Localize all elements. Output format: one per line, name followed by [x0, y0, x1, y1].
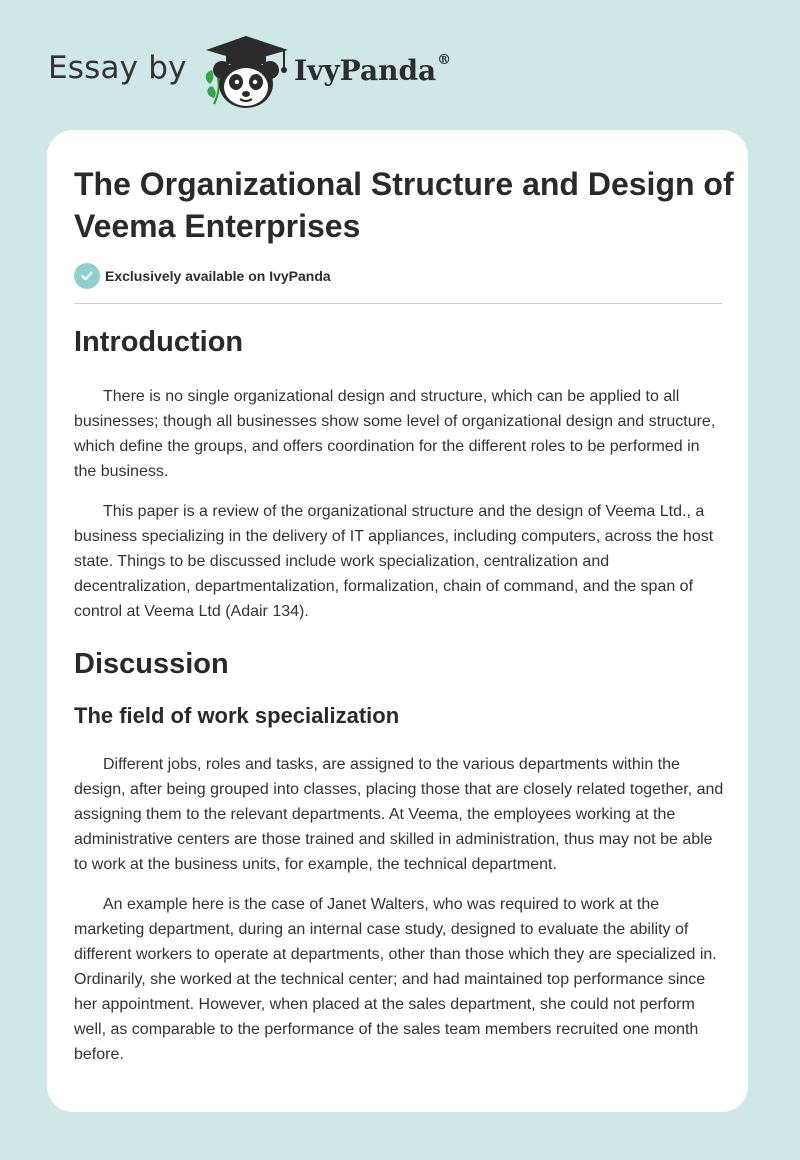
- brand-name[interactable]: [294, 54, 451, 87]
- article-body: [74, 322, 724, 1067]
- header-divider: [74, 303, 722, 304]
- article-title: The Organizational Structure and Design of Veema Enterprises: [74, 166, 734, 244]
- check-circle-icon: [74, 263, 100, 289]
- panda-graduate-logo[interactable]: [200, 32, 292, 112]
- paragraph: This paper is a review of the organizational structure and the design of Veema Ltd., a business specializing in the delivery of IT appliances, including computers, across the host state. Things to be discussed include work specialization, centralization and decentralization, departmentalization, formalization, chain of command, and the span of control at Veema Ltd (Adair 134).: [74, 503, 714, 620]
- site-header: [0, 0, 800, 130]
- brand-text: IvyPanda: [294, 54, 437, 87]
- paragraph: Different jobs, roles and tasks, are assigned to the various departments within the design, after being grouped into classes, placing those that are closely related together, and assigning them to the relevant departments. At Veema, the employees working at the administrative centers are those trained and skilled in administration, thus may not be able to work at the business units, for example, the technical department.: [74, 756, 724, 873]
- registered-mark: ®: [437, 52, 452, 68]
- subsection-heading-work-specialization: The field of work specialization: [74, 703, 400, 728]
- paragraph: An example here is the case of Janet Walters, who was required to work at the marketing department, during an internal case study, designed to evaluate the ability of different workers to operate at departments, other than those which they are specialized in. Ordinarily, she worked at the technical center; and had maintained top performance since her appointment. However, when placed at the sales department, she could not perform well, as comparable to the performance of the sales team members recruited one month before.: [74, 896, 717, 1063]
- exclusive-badge-label: Exclusively available on IvyPanda: [105, 268, 331, 284]
- section-heading-discussion: Discussion: [74, 648, 229, 680]
- section-heading-introduction: Introduction: [74, 326, 244, 358]
- paragraph: There is no single organizational design and structure, which can be applied to all businesses; though all businesses show some level of organizational design and structure, which define the groups, and offers coordination for the different roles to be performed in the business.: [74, 388, 716, 480]
- exclusive-badge: [74, 263, 331, 289]
- essay-by-label: Essay by: [48, 50, 187, 86]
- article-card: [47, 130, 748, 1112]
